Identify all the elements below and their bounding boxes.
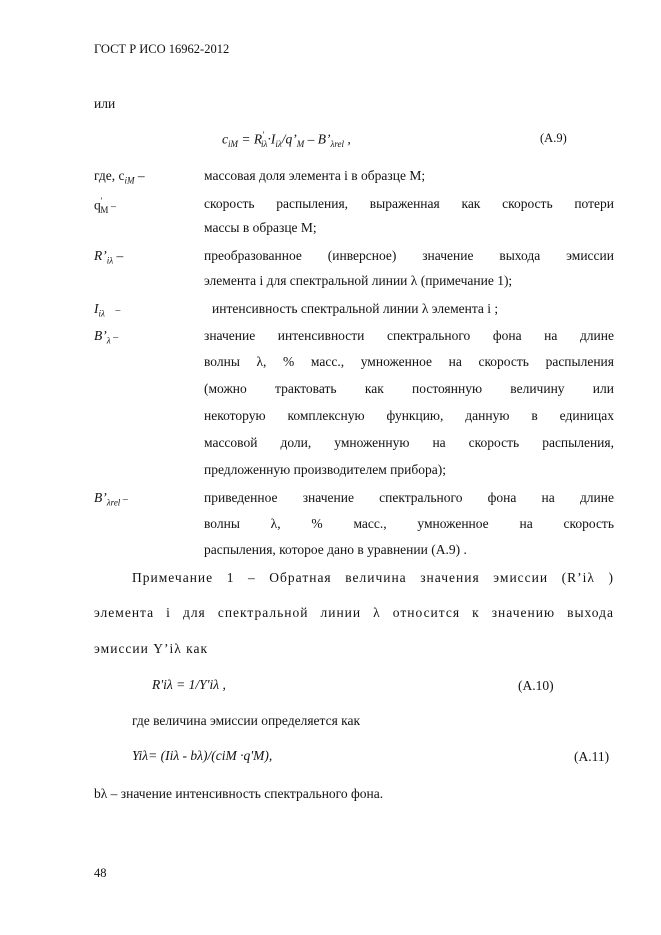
definition-text: волны λ, % масс., умноженное на скорость распыления <box>204 354 614 369</box>
definition-text: значение интенсивности спектрального фона на длине <box>204 328 614 343</box>
definition-text: массовой доли, умноженную на скорость распыления, <box>204 435 614 450</box>
definition-term: $B’_{\lambda rel}$ – <box>94 490 128 508</box>
footer-definition: bλ – значение интенсивность спектрального фона. <box>94 786 384 801</box>
definition-term: $q'_M$ – <box>94 196 116 216</box>
definition-text: волны λ, % масс., умноженное на скорость <box>204 516 614 531</box>
equation-a9: $c_{iM}$ = $R'_{i\lambda}\cdot I_{i\lambda}/q’_M$ – $B’_{\lambda rel}$ , <box>222 130 351 150</box>
equation-a10-number: (А.10) <box>518 678 554 693</box>
page-number: 48 <box>94 866 107 880</box>
equation-a10: R'iλ = 1/Y'iλ , <box>152 677 226 692</box>
note-line: элемента i для спектральной линии λ относится к значению выхода <box>94 605 614 620</box>
definition-text: некоторую комплексную функцию, данную в единицах <box>204 408 614 423</box>
equation-a11-number: (А.11) <box>574 749 610 764</box>
definition-term: где, $c_{iM}$ – <box>94 168 145 186</box>
definition-text: преобразованное (инверсное) значение выхода эмиссии <box>204 248 614 263</box>
equation-a11: Yiλ= (Iiλ - bλ)/(ciM ·q'M), <box>132 748 273 763</box>
definition-text: распыления, которое дано в уравнении (А.9) . <box>204 542 467 557</box>
definition-text: элемента i для спектральной линии λ (примечание 1); <box>204 273 513 288</box>
definition-text: (можно трактовать как постоянную величину или <box>204 381 614 396</box>
definition-term: $B’_\lambda$ – <box>94 328 119 346</box>
note-line: эмиссии Y’iλ как <box>94 641 209 656</box>
definition-term: $R’_{i\lambda}$ – <box>94 248 124 266</box>
equation-a9-number: (А.9) <box>540 131 567 145</box>
definition-text: скорость распыления, выраженная как скорость потери <box>204 196 614 211</box>
intro-word: или <box>94 96 116 111</box>
definition-term: $I_{i\lambda}$ – <box>94 301 121 319</box>
definition-text: массовая доля элемента i в образце M; <box>204 168 426 183</box>
document-header: ГОСТ Р ИСО 16962-2012 <box>94 42 230 56</box>
definition-text: интенсивность спектральной линии λ элемента i ; <box>212 301 499 316</box>
note-line: Примечание 1 – Обратная величина значения эмиссии (R’iλ ) <box>132 570 614 585</box>
definition-text: приведенное значение спектрального фона на длине <box>204 490 614 505</box>
definition-text: массы в образце M; <box>204 220 317 235</box>
equation-a11-intro: где величина эмиссии определяется как <box>132 713 361 728</box>
definition-text: предложенную производителем прибора); <box>204 462 446 477</box>
